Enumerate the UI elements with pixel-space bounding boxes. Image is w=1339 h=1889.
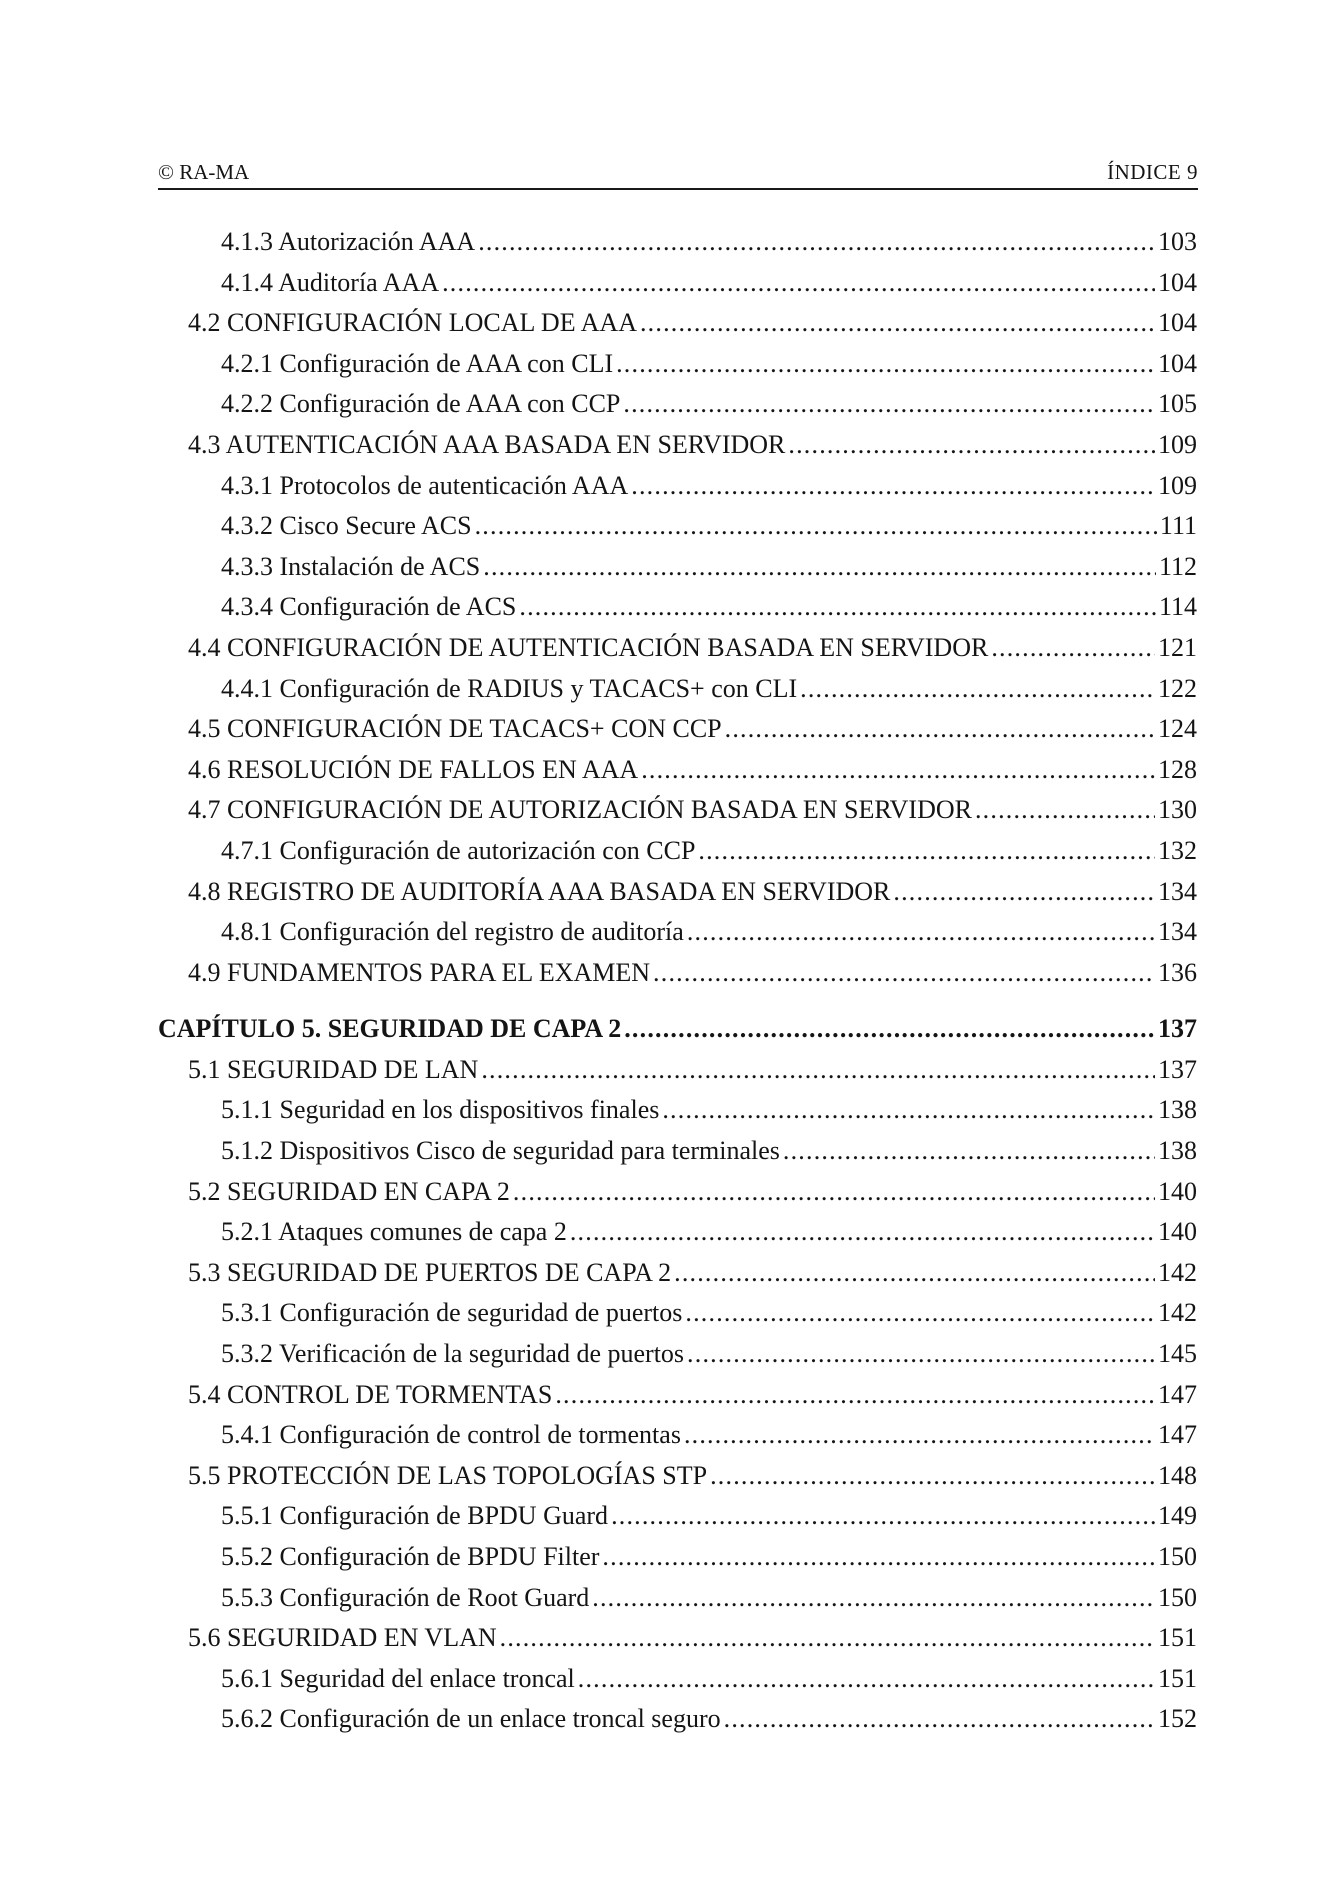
toc-entry	[158, 547, 1197, 588]
toc-entry-page-number: 121	[1158, 632, 1197, 662]
toc-entry-page-number: 104	[1158, 308, 1197, 338]
toc-entry-page-number: 152	[1158, 1704, 1197, 1734]
dot-leader	[570, 1212, 1155, 1253]
dot-leader	[602, 1537, 1155, 1578]
toc-entry	[158, 425, 1197, 466]
toc-entry-page-number: 134	[1158, 876, 1197, 906]
toc-entry-title: 5.1.2 Dispositivos Cisco de seguridad para terminales	[221, 1136, 780, 1166]
dot-leader	[724, 1699, 1155, 1740]
toc-entry	[158, 872, 1197, 913]
toc-entry-title: CAPÍTULO 5. SEGURIDAD DE CAPA 2	[158, 1014, 622, 1044]
toc-entry	[158, 669, 1197, 710]
toc-entry	[158, 1578, 1197, 1619]
dot-leader	[893, 872, 1155, 913]
toc-entry-page-number: 148	[1158, 1460, 1197, 1490]
toc-entry-page-number: 147	[1158, 1420, 1197, 1450]
toc-entry	[158, 1659, 1197, 1700]
toc-entry-title: 5.6.1 Seguridad del enlace troncal	[221, 1663, 575, 1693]
toc-entry-page-number: 109	[1158, 429, 1197, 459]
toc-entry-page-number: 104	[1158, 348, 1197, 378]
toc-entry-title: 5.3.2 Verificación de la seguridad de puertos	[221, 1339, 685, 1369]
dot-leader	[624, 1009, 1155, 1050]
toc-entry-title: 5.4.1 Configuración de control de tormentas	[221, 1420, 681, 1450]
toc-entry	[158, 384, 1197, 425]
toc-entry-page-number: 111	[1159, 511, 1197, 541]
toc-entry	[158, 303, 1197, 344]
dot-leader	[685, 1293, 1155, 1334]
toc-entry-title: 5.1.1 Seguridad en los dispositivos finales	[221, 1095, 660, 1125]
toc-entry-title: 4.1.4 Auditoría AAA	[221, 267, 440, 297]
dot-leader	[788, 425, 1155, 466]
toc-entry	[158, 1334, 1197, 1375]
toc-entry-title: 4.9 FUNDAMENTOS PARA EL EXAMEN	[188, 957, 651, 987]
toc-entry-title: 5.1 SEGURIDAD DE LAN	[188, 1054, 479, 1084]
toc-entry-title: 4.7 CONFIGURACIÓN DE AUTORIZACIÓN BASADA EN SERVIDOR	[188, 795, 972, 825]
dot-leader	[725, 709, 1155, 750]
dot-leader	[483, 547, 1156, 588]
dot-leader	[500, 1618, 1155, 1659]
dot-leader	[631, 466, 1155, 507]
toc-entry-title: 4.1.3 Autorización AAA	[221, 227, 476, 256]
toc-entry-page-number: 132	[1158, 835, 1197, 865]
toc-entry	[158, 790, 1197, 831]
toc-entry-title: 5.3.1 Configuración de seguridad de puertos	[221, 1298, 683, 1328]
dot-leader	[578, 1659, 1155, 1700]
toc-entry-page-number: 105	[1158, 389, 1197, 419]
toc-entry-title: 5.4 CONTROL DE TORMENTAS	[188, 1379, 553, 1409]
dot-leader	[687, 912, 1155, 953]
dot-leader	[698, 831, 1155, 872]
dot-leader	[611, 1496, 1155, 1537]
toc-entry	[158, 912, 1197, 953]
dot-leader	[640, 303, 1155, 344]
toc-entry	[158, 587, 1197, 628]
dot-leader	[641, 750, 1155, 791]
toc-entry	[158, 1172, 1197, 1213]
toc-entry-page-number: 149	[1158, 1501, 1197, 1531]
toc-entry	[158, 750, 1197, 791]
toc-entry	[158, 344, 1197, 385]
toc-chapter-entry	[158, 1009, 1197, 1050]
toc-entry	[158, 263, 1197, 304]
toc-entry-title: 4.2.1 Configuración de AAA con CLI	[221, 348, 614, 378]
dot-leader	[616, 344, 1155, 385]
dot-leader	[662, 1090, 1155, 1131]
toc-entry-page-number: 142	[1158, 1257, 1197, 1287]
toc-entry	[158, 628, 1197, 669]
toc-entry-title: 4.6 RESOLUCIÓN DE FALLOS EN AAA	[188, 754, 639, 784]
toc-entry-page-number: 138	[1158, 1136, 1197, 1166]
toc-entry-page-number: 130	[1158, 795, 1197, 825]
toc-entry	[158, 1415, 1197, 1456]
dot-leader	[991, 628, 1155, 669]
toc-entry-title: 5.5.1 Configuración de BPDU Guard	[221, 1501, 609, 1531]
toc-entry-page-number: 151	[1158, 1663, 1197, 1693]
dot-leader	[442, 263, 1155, 304]
toc-entry	[158, 1496, 1197, 1537]
toc-entry-page-number: 142	[1158, 1298, 1197, 1328]
running-header	[158, 158, 1198, 190]
dot-leader	[975, 790, 1155, 831]
toc-entry-page-number: 150	[1158, 1542, 1197, 1571]
toc-entry-title: 4.2 CONFIGURACIÓN LOCAL DE AAA	[188, 308, 637, 338]
toc-entry-page-number: 112	[1158, 551, 1197, 581]
toc-entry	[158, 1090, 1197, 1131]
toc-entry-title: 4.8.1 Configuración del registro de auditoría	[221, 917, 684, 947]
toc-entry	[158, 1212, 1197, 1253]
table-of-contents	[158, 222, 1197, 1740]
toc-entry	[158, 1618, 1197, 1659]
dot-leader	[519, 587, 1156, 628]
toc-entry	[158, 1699, 1197, 1740]
toc-entry	[158, 1537, 1197, 1578]
toc-entry-title: 5.6 SEGURIDAD EN VLAN	[188, 1623, 497, 1653]
toc-entry	[158, 1253, 1197, 1294]
section-page-label: ÍNDICE 9	[1107, 160, 1198, 184]
toc-entry-title: 5.2.1 Ataques comunes de capa 2	[221, 1217, 567, 1247]
dot-leader	[783, 1131, 1155, 1172]
toc-entry-page-number: 109	[1158, 470, 1197, 500]
dot-leader	[592, 1578, 1155, 1619]
toc-entry-page-number: 147	[1158, 1379, 1197, 1409]
toc-entry-page-number: 137	[1158, 1014, 1197, 1044]
dot-leader	[674, 1253, 1155, 1294]
toc-entry	[158, 466, 1197, 507]
toc-entry-page-number: 150	[1158, 1582, 1197, 1612]
toc-entry-title: 4.2.2 Configuración de AAA con CCP	[221, 389, 621, 419]
toc-entry	[158, 1375, 1197, 1416]
toc-entry	[158, 1293, 1197, 1334]
toc-entry-page-number: 134	[1158, 917, 1197, 947]
toc-entry-title: 4.8 REGISTRO DE AUDITORÍA AAA BASADA EN SERVIDOR	[188, 876, 891, 906]
dot-leader	[513, 1172, 1155, 1213]
toc-entry-page-number: 136	[1158, 957, 1197, 987]
toc-entry-page-number: 104	[1158, 267, 1197, 297]
dot-leader	[475, 506, 1157, 547]
dot-leader	[481, 1050, 1155, 1091]
toc-entry-page-number: 138	[1158, 1095, 1197, 1125]
toc-entry-title: 4.3.1 Protocolos de autenticación AAA	[221, 470, 629, 500]
dot-leader	[710, 1456, 1155, 1497]
toc-entry-title: 4.7.1 Configuración de autorización con CCP	[221, 835, 696, 865]
toc-entry	[158, 222, 1197, 263]
toc-entry-title: 5.5.2 Configuración de BPDU Filter	[221, 1542, 600, 1571]
toc-entry	[158, 506, 1197, 547]
toc-entry-page-number: 128	[1158, 754, 1197, 784]
toc-entry	[158, 953, 1197, 994]
toc-entry-page-number: 103	[1158, 227, 1197, 256]
toc-entry-page-number: 137	[1158, 1054, 1197, 1084]
dot-leader	[555, 1375, 1155, 1416]
dot-leader	[653, 953, 1155, 994]
dot-leader	[478, 222, 1155, 263]
toc-entry-title: 5.5 PROTECCIÓN DE LAS TOPOLOGÍAS STP	[188, 1460, 708, 1490]
toc-entry-title: 5.5.3 Configuración de Root Guard	[221, 1582, 590, 1612]
toc-entry-title: 4.5 CONFIGURACIÓN DE TACACS+ CON CCP	[188, 714, 722, 744]
toc-entry	[158, 1131, 1197, 1172]
toc-entry-page-number: 151	[1158, 1623, 1197, 1653]
toc-entry-page-number: 145	[1158, 1339, 1197, 1369]
toc-entry-page-number: 122	[1158, 673, 1197, 703]
toc-entry	[158, 1050, 1197, 1091]
toc-entry-page-number: 114	[1158, 592, 1197, 622]
toc-entry-title: 5.3 SEGURIDAD DE PUERTOS DE CAPA 2	[188, 1257, 672, 1287]
dot-leader	[684, 1415, 1155, 1456]
toc-entry	[158, 1456, 1197, 1497]
toc-entry-title: 4.3.3 Instalación de ACS	[221, 551, 481, 581]
toc-entry-title: 5.6.2 Configuración de un enlace troncal seguro	[221, 1704, 721, 1734]
toc-entry-title: 4.3 AUTENTICACIÓN AAA BASADA EN SERVIDOR	[188, 429, 786, 459]
dot-leader	[687, 1334, 1155, 1375]
toc-entry-page-number: 140	[1158, 1176, 1197, 1206]
toc-entry-title: 5.2 SEGURIDAD EN CAPA 2	[188, 1176, 510, 1206]
toc-entry-title: 4.3.2 Cisco Secure ACS	[221, 511, 472, 541]
toc-entry-title: 4.4.1 Configuración de RADIUS y TACACS+ con CLI	[221, 673, 798, 703]
toc-entry-title: 4.4 CONFIGURACIÓN DE AUTENTICACIÓN BASADA EN SERVIDOR	[188, 632, 989, 662]
toc-entry-page-number: 124	[1158, 714, 1197, 744]
publisher-mark: © RA-MA	[158, 160, 250, 184]
dot-leader	[623, 384, 1155, 425]
toc-entry	[158, 831, 1197, 872]
toc-entry	[158, 709, 1197, 750]
toc-entry-page-number: 140	[1158, 1217, 1197, 1247]
dot-leader	[800, 669, 1155, 710]
toc-entry-title: 4.3.4 Configuración de ACS	[221, 592, 517, 622]
